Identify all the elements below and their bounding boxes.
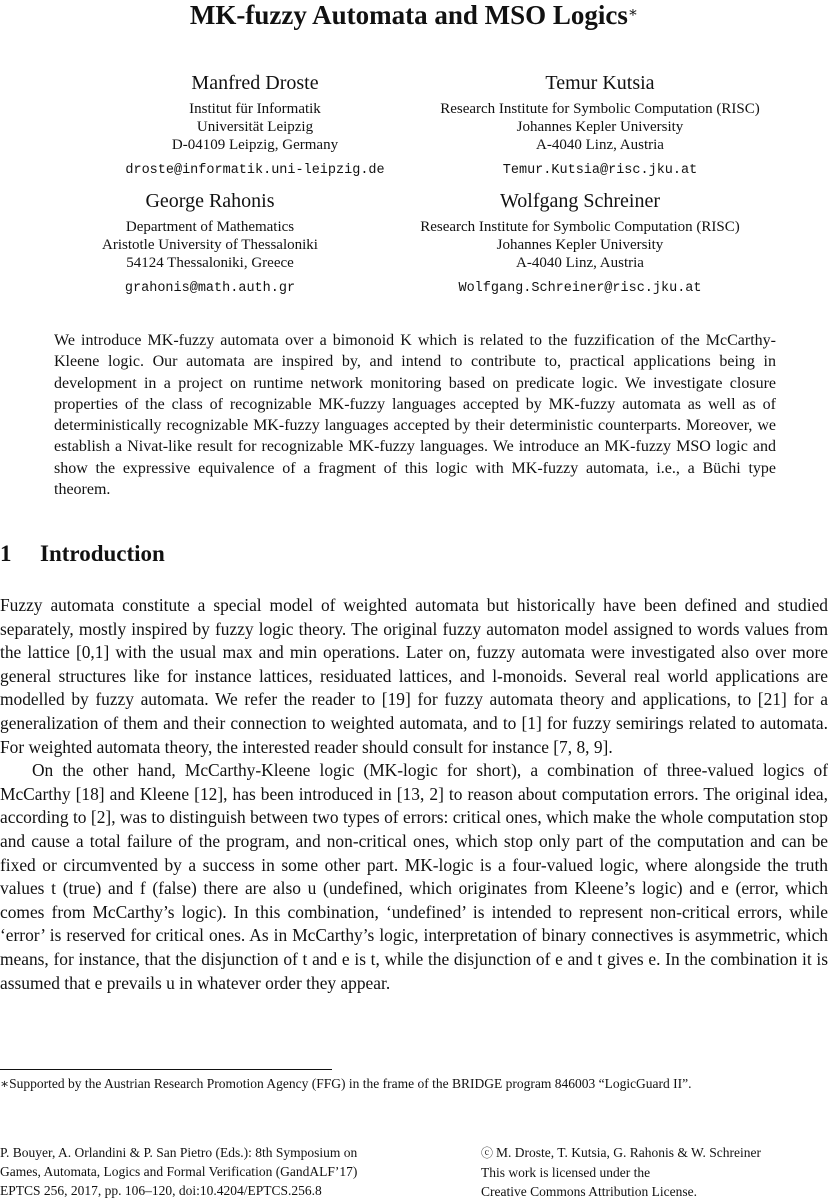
footnote-rule <box>0 1069 332 1070</box>
author-name: Temur Kutsia <box>545 72 655 94</box>
copyright-line <box>481 1143 828 1163</box>
venue-line: P. Bouyer, A. Orlandini & P. San Pietro (Eds.): 8th Symposium on <box>0 1145 358 1160</box>
author-affiliation: A-4040 Linz, Austria <box>536 137 664 153</box>
author-affiliation: Universität Leipzig <box>196 119 314 135</box>
title-footnote-mark: ∗ <box>627 5 639 21</box>
section-title: Introduction <box>40 541 165 566</box>
license-info <box>481 1143 828 1201</box>
author-block-rahonis <box>65 188 355 298</box>
section-number: 1 <box>0 541 12 566</box>
author-affiliation: Research Institute for Symbolic Computation (RISC) <box>440 101 760 117</box>
paragraph: On the other hand, McCarthy-Kleene logic (MK-logic for short), a combination of three-valued logics of McCarthy [18] and Kleene [12], has been introduced in [13, 2] to reason about computation errors. The original idea, according to [2], was to distinguish between two types of errors: critical ones, which make the whole computation stop and cause a total failure of the program, and non-critical ones, which stop only part of the computation and can be fixed or circumvented by a success in some other part. MK-logic is a four-valued logic, where alongside the truth values t (true) and f (false) there are also u (undefined, which originates from Kleene’s logic) and e (error, which comes from McCarthy’s logic). In this combination, ‘undefined’ is intended to represent non-critical errors, while ‘error’ is reserved for critical ones. As in McCarthy’s logic, interpretation of binary connectives is asymmetric, which means, for instance, that the disjunction of t and e is t, while the disjunction of e and t gives e. In the combination it is assumed that e prevails u in whatever order they appear. <box>0 760 828 993</box>
section-heading <box>0 541 165 567</box>
author-email: Temur.Kutsia@risc.jku.at <box>502 163 698 178</box>
footnote: ∗Supported by the Austrian Research Promotion Agency (FFG) in the frame of the BRIDGE program 846003 “LogicGuard II”. <box>0 1076 692 1091</box>
author-name: Wolfgang Schreiner <box>500 190 660 212</box>
venue-line: Games, Automata, Logics and Formal Verification (GandALF’17) <box>0 1164 358 1179</box>
author-affiliation: Johannes Kepler University <box>496 237 664 253</box>
author-affiliation: Research Institute for Symbolic Computation (RISC) <box>420 219 740 235</box>
author-name: Manfred Droste <box>191 72 319 94</box>
author-block-kutsia <box>380 70 820 180</box>
author-email: Wolfgang.Schreiner@risc.jku.at <box>458 281 702 296</box>
copyright-icon: ⓒ <box>481 1146 494 1160</box>
author-affiliation: Institut für Informatik <box>189 101 321 117</box>
author-email: droste@informatik.uni-leipzig.de <box>125 163 385 178</box>
license-link[interactable]: Creative Commons Attribution License. <box>481 1184 697 1199</box>
abstract: We introduce MK-fuzzy automata over a bimonoid K which is related to the fuzzification of the McCarthy-Kleene logic. Our automata are inspired by, and intend to contribute to, practical applications being in development in a project on runtime network monitoring based on predicate logic. We investigate closure properties of the class of recognizable MK-fuzzy languages accepted by MK-fuzzy automata as well as of deterministically recognizable MK-fuzzy languages accepted by their deterministic counterparts. Moreover, we establish a Nivat-like result for recognizable MK-fuzzy languages. We introduce an MK-fuzzy MSO logic and show the expressive equivalence of a fragment of this logic with MK-fuzzy automata, i.e., a Büchi type theorem. <box>54 332 776 499</box>
author-affiliation: Department of Mathematics <box>125 219 295 235</box>
paper-title <box>0 0 828 30</box>
author-affiliation: 54124 Thessaloniki, Greece <box>126 255 294 271</box>
license-line: This work is licensed under the <box>481 1165 651 1180</box>
author-block-schreiner <box>360 188 800 298</box>
author-affiliation: Aristotle University of Thessaloniki <box>102 237 318 253</box>
venue-line: EPTCS 256, 2017, pp. 106–120, doi:10.4204/EPTCS.256.8 <box>0 1183 322 1198</box>
body-text <box>0 594 828 995</box>
paragraph: Fuzzy automata constitute a special model of weighted automata but historically have been defined and studied separately, mostly inspired by fuzzy logic theory. The original fuzzy automaton model assigned to words values from the lattice [0,1] with the usual max and min operations. Later on, fuzzy automata were investigated also over more general structures like for instance lattices, residuated lattices, and l-monoids. Several real world applications are modelled by fuzzy automata. We refer the reader to [19] for fuzzy automata theory and applications, to [21] for a generalization of them and their connection to weighted automata, and to [1] for fuzzy semirings related to automata. For weighted automata theory, the interested reader should consult for instance [7, 8, 9]. <box>0 595 828 757</box>
author-block-droste <box>95 70 415 180</box>
author-name: George Rahonis <box>145 190 275 212</box>
venue-info <box>0 1143 460 1200</box>
copyright-holders: M. Droste, T. Kutsia, G. Rahonis & W. Schreiner <box>496 1145 761 1160</box>
author-affiliation: D-04109 Leipzig, Germany <box>171 137 339 153</box>
title-text: MK-fuzzy Automata and MSO Logics <box>189 0 628 30</box>
author-email: grahonis@math.auth.gr <box>124 281 296 296</box>
author-affiliation: A-4040 Linz, Austria <box>516 255 644 271</box>
author-affiliation: Johannes Kepler University <box>516 119 684 135</box>
